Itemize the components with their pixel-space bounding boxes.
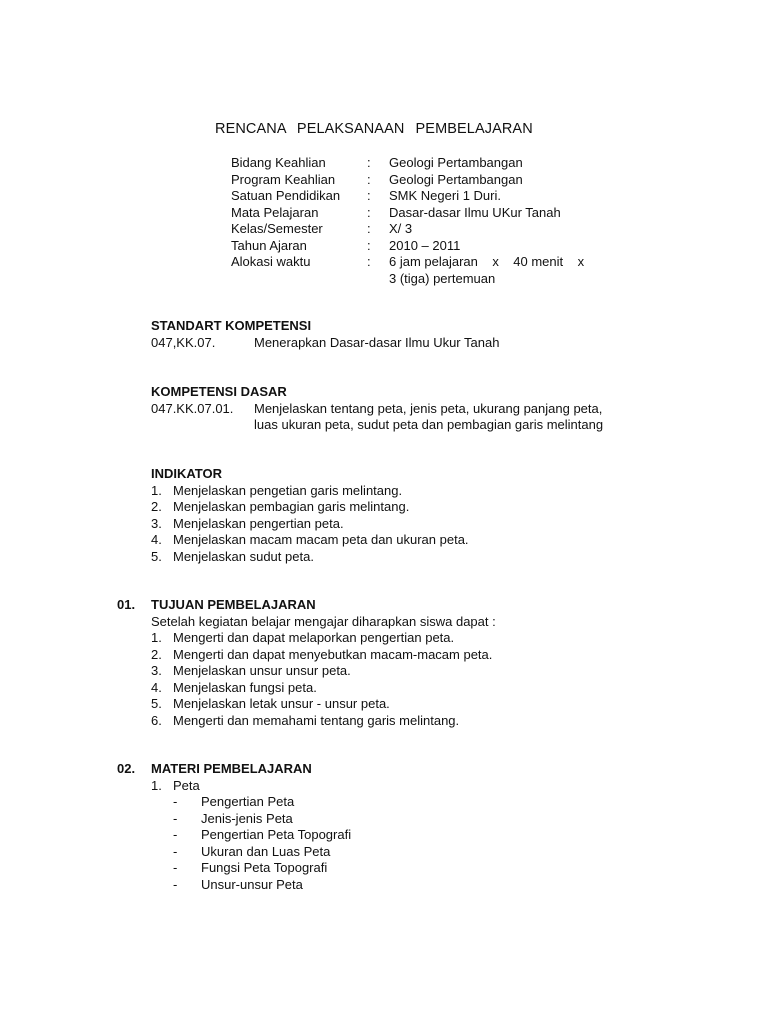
indikator-list xyxy=(151,483,469,566)
materi-sublist xyxy=(151,794,351,893)
item-number: 2. xyxy=(151,646,162,662)
item-text: Jenis-jenis Peta xyxy=(201,810,293,826)
info-value: 2010 – 2011 xyxy=(389,237,461,253)
item-number: 1. xyxy=(151,482,162,498)
tujuan-section xyxy=(151,597,496,729)
materi-section xyxy=(151,761,351,893)
info-value: Geologi Pertambangan xyxy=(389,171,523,187)
info-value: 6 jam pelajaran x 40 menit x xyxy=(389,254,585,269)
item-text: Peta xyxy=(173,777,200,793)
info-separator: : xyxy=(367,237,371,253)
section-number: 02. xyxy=(117,761,136,776)
dash-marker: - xyxy=(173,860,178,875)
item-number: 3. xyxy=(151,515,162,531)
info-label: Mata Pelajaran xyxy=(231,204,319,220)
info-value: SMK Negeri 1 Duri. xyxy=(389,188,501,203)
competency-code: 047,KK.07. xyxy=(151,334,216,350)
list-item xyxy=(151,516,469,533)
info-label: Program Keahlian xyxy=(231,171,336,187)
list-item xyxy=(151,647,496,664)
tujuan-list xyxy=(151,630,496,729)
item-text: Menjelaskan pengertian peta. xyxy=(173,515,344,531)
standart-kompetensi-section xyxy=(151,318,499,351)
section-heading: STANDART KOMPETENSI xyxy=(151,318,312,333)
dash-marker: - xyxy=(173,876,178,892)
competency-text: Menerapkan Dasar-dasar Ilmu Ukur Tanah xyxy=(254,334,500,350)
list-item xyxy=(151,499,469,516)
info-row xyxy=(231,205,584,222)
competency-row xyxy=(151,335,499,352)
item-number: 2. xyxy=(151,499,162,514)
item-number: 3. xyxy=(151,663,162,678)
section-heading: MATERI PEMBELAJARAN xyxy=(151,761,312,776)
sublist-item xyxy=(173,844,351,861)
dash-marker: - xyxy=(173,843,178,859)
item-number: 6. xyxy=(151,712,162,728)
info-label: Tahun Ajaran xyxy=(231,237,307,253)
list-item xyxy=(151,696,496,713)
info-separator: : xyxy=(367,171,371,187)
item-number: 4. xyxy=(151,532,162,547)
item-text: Pengertian Peta Topografi xyxy=(201,827,352,842)
info-row xyxy=(231,155,584,172)
sublist-item xyxy=(173,877,351,894)
list-item xyxy=(151,483,469,500)
item-text: Menjelaskan pembagian garis melintang. xyxy=(173,499,410,514)
sublist-item xyxy=(173,794,351,811)
item-text: Menjelaskan fungsi peta. xyxy=(173,679,317,695)
kompetensi-dasar-section xyxy=(151,384,603,434)
info-row xyxy=(231,254,584,271)
list-item xyxy=(151,630,496,647)
section-intro: Setelah kegiatan belajar mengajar diharapkan siswa dapat : xyxy=(151,613,496,629)
item-number: 5. xyxy=(151,696,162,711)
item-text: Ukuran dan Luas Peta xyxy=(201,843,331,859)
item-text: Mengerti dan dapat melaporkan pengertian peta. xyxy=(173,630,455,645)
info-separator: : xyxy=(367,155,371,170)
materi-list xyxy=(151,778,351,795)
info-separator: : xyxy=(367,221,371,236)
info-value: Geologi Pertambangan xyxy=(389,155,523,170)
item-text: Menjelaskan macam macam peta dan ukuran peta. xyxy=(173,532,469,547)
item-text: Menjelaskan unsur unsur peta. xyxy=(173,663,351,678)
competency-text-continuation: luas ukuran peta, sudut peta dan pembagian garis melintang xyxy=(254,417,604,432)
info-label: Satuan Pendidikan xyxy=(231,188,341,203)
list-item xyxy=(151,549,469,566)
item-text: Menjelaskan sudut peta. xyxy=(173,548,314,564)
section-heading: INDIKATOR xyxy=(151,466,223,481)
info-label: Bidang Keahlian xyxy=(231,155,326,170)
item-text: Mengerti dan memahami tentang garis melintang. xyxy=(173,712,460,728)
info-separator: : xyxy=(367,254,371,269)
item-text: Fungsi Peta Topografi xyxy=(201,860,328,875)
item-number: 1. xyxy=(151,630,162,645)
competency-code: 047.KK.07.01. xyxy=(151,400,234,416)
dash-marker: - xyxy=(173,810,178,826)
info-row xyxy=(231,221,584,238)
info-table xyxy=(231,155,584,287)
dash-marker: - xyxy=(173,794,178,809)
competency-row xyxy=(151,401,603,418)
item-number: 5. xyxy=(151,548,162,564)
section-heading: TUJUAN PEMBELAJARAN xyxy=(151,597,316,612)
indikator-section xyxy=(151,466,469,565)
dash-marker: - xyxy=(173,827,178,842)
list-item xyxy=(151,663,496,680)
item-text: Menjelaskan pengetian garis melintang. xyxy=(173,482,403,498)
document-title: RENCANA PELAKSANAAN PEMBELAJARAN xyxy=(215,121,533,137)
sublist-item xyxy=(173,860,351,877)
info-row xyxy=(231,238,584,255)
section-number: 01. xyxy=(117,597,136,612)
item-text: Pengertian Peta xyxy=(201,794,295,809)
competency-text: Menjelaskan tentang peta, jenis peta, ukurang panjang peta, xyxy=(254,400,603,416)
item-text: Mengerti dan dapat menyebutkan macam-macam peta. xyxy=(173,646,493,662)
info-value: Dasar-dasar Ilmu UKur Tanah xyxy=(389,204,561,220)
info-label: Alokasi waktu xyxy=(231,254,311,269)
section-heading: KOMPETENSI DASAR xyxy=(151,384,287,399)
item-text: Menjelaskan letak unsur - unsur peta. xyxy=(173,696,390,711)
info-value: X/ 3 xyxy=(389,221,413,236)
item-number: 1. xyxy=(151,777,162,793)
list-item xyxy=(151,713,496,730)
list-item xyxy=(151,532,469,549)
item-number: 4. xyxy=(151,679,162,695)
item-text: Unsur-unsur Peta xyxy=(201,876,303,892)
info-row xyxy=(231,172,584,189)
sublist-item xyxy=(173,827,351,844)
info-separator: : xyxy=(367,188,371,203)
list-item xyxy=(151,778,351,795)
info-value-continuation: 3 (tiga) pertemuan xyxy=(389,270,496,286)
list-item xyxy=(151,680,496,697)
info-row xyxy=(231,188,584,205)
sublist-item xyxy=(173,811,351,828)
info-separator: : xyxy=(367,204,371,220)
info-label: Kelas/Semester xyxy=(231,221,323,236)
